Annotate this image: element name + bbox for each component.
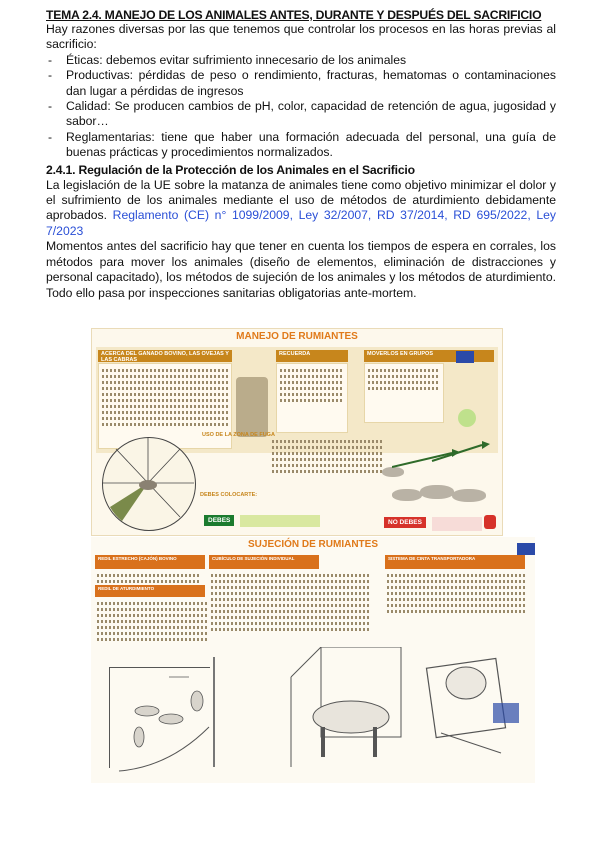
subsection-title: 2.4.1. Regulación de la Protección de los Animales en el Sacrificio (46, 162, 415, 177)
restraint-box-sketch (281, 647, 411, 777)
divider (213, 657, 215, 767)
stop-hand-icon (484, 515, 496, 529)
column-body (276, 363, 348, 433)
column-text (387, 571, 527, 616)
cow-illustration (392, 489, 422, 501)
flight-zone-diagram (102, 437, 196, 531)
regulation-link[interactable]: Reglamento (CE) n° 1099/2009, Ley 32/2007, RD 37/2014, RD 695/2022, Ley 7/2023 (46, 208, 556, 238)
leaf-icon (458, 409, 476, 427)
document-body (46, 8, 556, 301)
column-text (97, 571, 201, 586)
pen-sketch (109, 667, 219, 777)
farmer-illustration (236, 377, 268, 437)
pre-slaughter-paragraph: Momentos antes del sacrificio hay que tener en cuenta los tiempos de espera en corrales, los métodos para mover los animales (diseño de elementos, eliminación de distracciones y personal capacitado), los métodos de sujeción de los animales y los métodos de aturdimiento. Todo ello pasa por inspecciones sanitarias obligatorias ante-mortem. (46, 239, 556, 300)
column-header: RECUERDA (276, 350, 348, 362)
do-tag: DEBES (204, 515, 234, 526)
list-item: - Calidad: Se producen cambios de pH, color, capacidad de retención de agua, jugosidad y sabor… (46, 99, 556, 130)
do-banner (240, 515, 320, 527)
section-title: TEMA 2.4. MANEJO DE LOS ANIMALES ANTES, DURANTE Y DESPUÉS DEL SACRIFICIO (46, 8, 542, 22)
infographic-manejo-rumiantes (91, 328, 503, 536)
column-header: REDIL ESTRECHO (CAJÓN) BOVINO (95, 555, 205, 569)
flight-zone-text (272, 437, 382, 483)
reasons-list (46, 53, 556, 161)
cow-illustration (452, 489, 486, 502)
list-item: - Reglamentarias: tiene que haber una formación adecuada del personal, una guía de buenas prácticas y procedimientos normalizados. (46, 130, 556, 161)
intro-paragraph: Hay razones diversas por las que tenemos que controlar los procesos en las horas previas al sacrificio: (46, 22, 556, 52)
list-item: - Éticas: debemos evitar sufrimiento innecesario de los animales (46, 53, 556, 68)
eu-flag-icon (456, 351, 474, 363)
column-text (97, 599, 207, 644)
legislation-text: La legislación de la UE sobre la matanza de animales tiene como objetivo minimizar el dolor y el sufrimiento de los animales mediante el uso de métodos de aturdimiento debidamente aprobados. (46, 177, 556, 223)
positioning-title: DEBES COLOCARTE: (200, 492, 258, 498)
dont-tag: NO DEBES (384, 517, 426, 528)
flight-zone-title: USO DE LA ZONA DE FUGA (202, 432, 275, 438)
column-header: ACERCA DEL GANADO BOVINO, LAS OVEJAS Y LAS CABRAS (98, 350, 232, 362)
cow-illustration (420, 485, 454, 499)
movement-arrows (392, 441, 492, 471)
infographic-sujecion-rumiantes (91, 537, 535, 783)
conveyor-sketch (411, 633, 531, 773)
eu-flag-icon (517, 543, 535, 555)
dont-banner (432, 517, 482, 531)
column-header: SISTEMA DE CINTA TRANSPORTADORA (385, 555, 525, 569)
column-header: MOVERLOS EN GRUPOS (364, 350, 494, 362)
infographic-title: MANEJO DE RUMIANTES (236, 331, 358, 342)
legislation-paragraph (46, 178, 556, 240)
column-body (364, 363, 444, 423)
column-header: CUBÍCULO DE SUJECIÓN INDIVIDUAL (209, 555, 319, 569)
infographic-title: SUJECIÓN DE RUMIANTES (247, 539, 378, 550)
column-header: REDIL DE ATURDIMIENTO (95, 585, 205, 597)
list-item: - Productivas: pérdidas de peso o rendimiento, fracturas, hematomas o contaminaciones dan lugar a pérdidas de ingresos (46, 68, 556, 99)
column-text (211, 571, 371, 634)
